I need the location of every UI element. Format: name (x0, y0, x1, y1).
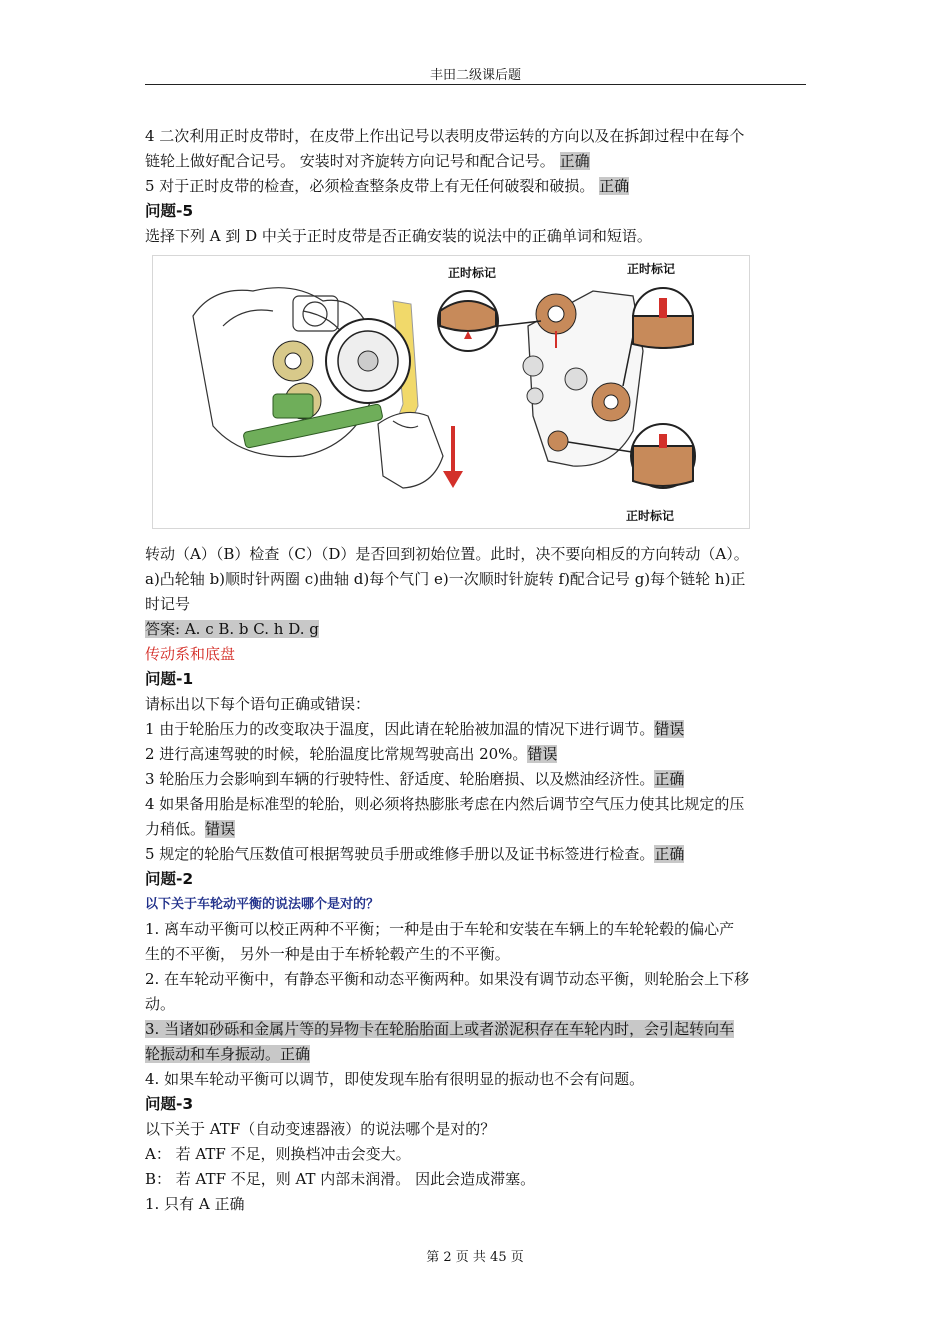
answer-highlight: 正确 (559, 152, 590, 170)
question-5-options-line2: 时记号 (145, 595, 191, 613)
page-header: 丰田二级课后题 (145, 64, 806, 85)
q2-option-1-line2: 生的不平衡， 另外一种是由于车桥轮毂产生的不平衡。 (145, 945, 510, 963)
callout-circle-1 (438, 291, 541, 351)
question-5-options-line1: a)凸轮轴 b)顺时针两圈 c)曲轴 d)每个气门 e)一次顺时针旋转 f)配合记号 g)每个链轮 h)正 (145, 570, 746, 588)
q2-option-2-line1: 2. 在车轮动平衡中，有静态平衡和动态平衡两种。如果没有调节动态平衡，则轮胎会上下移 (145, 970, 750, 988)
q3-statement-a: A： 若 ATF 不足，则换档冲击会变大。 (145, 1145, 411, 1163)
q2-option-3-line2: 轮振动和车身振动。正确 (145, 1045, 311, 1063)
q2-option-2-line2: 动。 (145, 995, 176, 1013)
question-3-prompt: 以下关于 ATF（自动变速器液）的说法哪个是对的？ (145, 1120, 496, 1138)
q2-option-3-line1: 3. 当诸如砂砾和金属片等的异物卡在轮胎胎面上或者淤泥积存在车轮内时，会引起转向车 (145, 1020, 735, 1038)
q1-statement-1: 1 由于轮胎压力的改变取决于温度，因此请在轮胎被加温的情况下进行调节。错误 (145, 720, 685, 738)
q2-option-1-line1: 1. 离车动平衡可以校正两种不平衡；一种是由于车轮和安装在车辆上的车轮轮毂的偏心产 (145, 920, 735, 938)
answer-highlight: 错误 (654, 720, 685, 738)
question-2-prompt: 以下关于车轮动平衡的说法哪个是对的？ (145, 897, 380, 912)
hand-line-art (378, 412, 443, 488)
timing-belt-illustration (153, 256, 749, 528)
timing-mark-label-1: 正时标记 (448, 266, 497, 280)
q1-statement-4-line2: 力稍低。错误 (145, 820, 236, 838)
statement-5: 5 对于正时皮带的检查，必须检查整条皮带上有无任何破裂和破损。 正确 (145, 177, 630, 195)
page-footer: 第 2 页 共 45 页 (426, 1250, 524, 1265)
page-content (145, 124, 807, 1217)
question-2-title: 问题-2 (145, 870, 194, 888)
answer-highlight: 正确 (599, 177, 630, 195)
q3-choice-1: 1. 只有 A 正确 (145, 1195, 245, 1213)
section-title: 传动系和底盘 (145, 645, 236, 663)
answer-highlight: 正确 (654, 845, 685, 863)
crank-pulley (326, 319, 410, 403)
q1-statement-5: 5 规定的轮胎气压数值可根据驾驶员手册或维修手册以及证书标签进行检查。正确 (145, 845, 685, 863)
question-3-title: 问题-3 (145, 1095, 194, 1113)
question-5-title: 问题-5 (145, 202, 194, 220)
timing-mark-label-2: 正时标记 (627, 262, 676, 276)
answer-highlight: 错误 (205, 820, 236, 838)
q3-statement-b: B： 若 ATF 不足，则 AT 内部未润滑。 因此会造成滞塞。 (145, 1170, 536, 1188)
answer-highlight: 正确 (654, 770, 685, 788)
statement-4-line2: 链轮上做好配合记号。 安装时对齐旋转方向记号和配合记号。 正确 (145, 152, 590, 170)
question-5-answer: 答案: A. c B. b C. h D. g (145, 620, 319, 638)
question-1-prompt: 请标出以下每个语句正确或错误： (145, 695, 371, 713)
question-5-prompt: 选择下列 A 到 D 中关于正时皮带是否正确安装的说法中的正确单词和短语。 (145, 227, 652, 245)
q1-statement-4-line1: 4 如果备用胎是标准型的轮胎，则必须将热膨胀考虑在内然后调节空气压力使其比规定的压 (145, 795, 745, 813)
rotation-arrow (443, 426, 463, 488)
timing-mark-label-3: 正时标记 (626, 509, 675, 523)
answer-highlight: 错误 (527, 745, 558, 763)
question-5-sentence: 转动（A）（B）检查（C）（D）是否回到初始位置。此时，决不要向相反的方向转动（A）。 (145, 545, 749, 563)
statement-4-line1: 4 二次利用正时皮带时，在皮带上作出记号以表明皮带运转的方向以及在拆卸过程中在每个 (145, 127, 745, 145)
q1-statement-3: 3 轮胎压力会影响到车辆的行驶特性、舒适度、轮胎磨损、以及燃油经济性。正确 (145, 770, 685, 788)
q2-option-4: 4. 如果车轮动平衡可以调节，即使发现车胎有很明显的振动也不会有问题。 (145, 1070, 645, 1088)
timing-belt-figure (152, 255, 750, 529)
question-1-title: 问题-1 (145, 670, 194, 688)
q1-statement-2: 2 进行高速驾驶的时候，轮胎温度比常规驾驶高出 20%。错误 (145, 745, 558, 763)
